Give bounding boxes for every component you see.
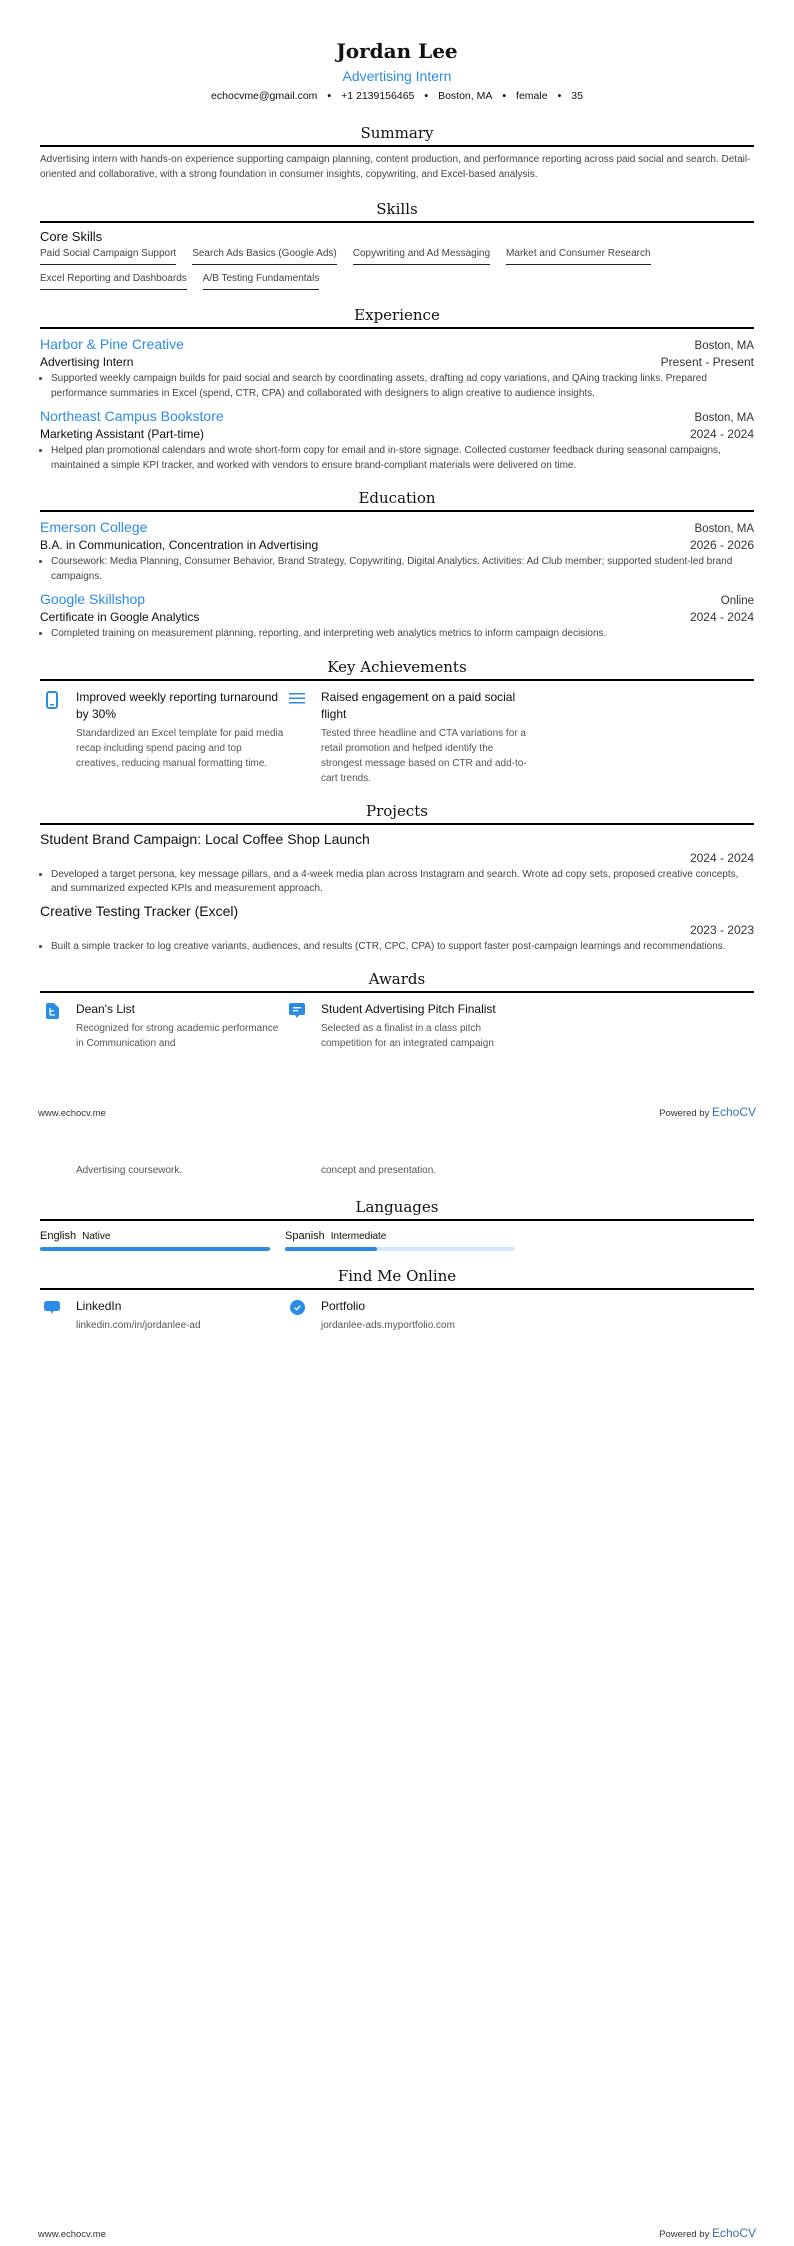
- education-dates: 2024 - 2024: [689, 610, 754, 624]
- award-desc: Advertising coursework.: [76, 1165, 183, 1176]
- projects-heading: Projects: [40, 802, 754, 825]
- language-progress-fill: [285, 1247, 377, 1251]
- separator-dot: •: [327, 90, 332, 102]
- candidate-role: Advertising Intern: [342, 68, 452, 84]
- award-desc: Selected as a finalist in a class pitch competition for an integrated campaign: [321, 1023, 494, 1049]
- language-level: Native: [82, 1231, 111, 1242]
- skill-category: Core Skills: [40, 229, 103, 244]
- speech-bubble-icon: [40, 1298, 64, 1333]
- job-bullet: • Helped plan promotional calendars and wrote short-form copy for email and in-store signage. Collected customer feedback during seasonal campaigns, maintained a simple KPI tracker, and worked with vendors to ensure brand-compliant materials were delivered on time.: [51, 444, 754, 473]
- achievements-grid: [40, 689, 754, 786]
- skill-tag: Market and Consumer Research: [506, 248, 651, 265]
- document-icon: [40, 1001, 64, 1051]
- project-title: Student Brand Campaign: Local Coffee Shop Launch: [40, 830, 370, 847]
- separator-dot: •: [557, 90, 562, 102]
- skill-tag: A/B Testing Fundamentals: [203, 273, 320, 290]
- award-card: [285, 1001, 530, 1051]
- job-dates: 2024 - 2024: [689, 427, 754, 441]
- resume-header: [40, 0, 754, 102]
- summary-text: Advertising intern with hands-on experience supporting campaign planning, content production, and performance reporting across paid social and search. Detail-oriented and collaborative, with a strong foundation in consumer insights, copywriting, and Excel-based analysis.: [40, 154, 751, 180]
- achievement-desc: Standardized an Excel template for paid media recap including spend pacing and top creatives, reducing manual formatting time.: [76, 727, 284, 769]
- award-title: Dean's List: [76, 1002, 135, 1016]
- language-level: Intermediate: [330, 1231, 387, 1242]
- footer-powered-label: Powered by: [659, 2229, 710, 2240]
- online-link-card[interactable]: [285, 1298, 530, 1333]
- skills-list: [40, 248, 754, 294]
- education-entry: [40, 519, 754, 584]
- achievement-title: Raised engagement on a paid social flight: [321, 689, 516, 721]
- school-name: Google Skillshop: [40, 591, 146, 607]
- online-link-card[interactable]: [40, 1298, 285, 1333]
- award-card-continued: [285, 1160, 530, 1178]
- contact-line: [40, 90, 754, 102]
- job-location: Boston, MA: [694, 340, 754, 352]
- language-item: [40, 1226, 270, 1251]
- language-progress-fill: [40, 1247, 270, 1251]
- degree: Certificate in Google Analytics: [40, 610, 200, 624]
- resume-page-2: [0, 1160, 794, 1333]
- experience-entry: [40, 408, 754, 473]
- footer-powered-label: Powered by: [659, 1108, 710, 1119]
- online-label: Portfolio: [321, 1299, 366, 1313]
- language-progress-bar: [40, 1247, 270, 1251]
- project-dates: 2024 - 2024: [689, 850, 754, 865]
- phone-icon: [40, 689, 64, 786]
- skill-tag: Paid Social Campaign Support: [40, 248, 176, 265]
- chat-bubble-icon: [285, 1001, 309, 1051]
- skills-heading: Skills: [40, 200, 754, 223]
- company-name: Harbor & Pine Creative: [40, 336, 184, 352]
- project-entry: [40, 831, 754, 897]
- footer-site-link[interactable]: www.echocv.me: [38, 2229, 106, 2240]
- project-dates: 2023 - 2023: [689, 922, 754, 937]
- online-label: LinkedIn: [76, 1299, 122, 1313]
- experience-heading: Experience: [40, 306, 754, 329]
- candidate-name: Jordan Lee: [336, 39, 458, 63]
- language-name: Spanish: [285, 1230, 325, 1242]
- online-grid: [40, 1298, 754, 1333]
- languages-list: [40, 1226, 754, 1251]
- skill-tag: Excel Reporting and Dashboards: [40, 273, 187, 290]
- spacer: [40, 1160, 64, 1178]
- language-name: English: [40, 1230, 77, 1242]
- job-dates: Present - Present: [660, 355, 754, 369]
- online-url[interactable]: jordanlee-ads.myportfolio.com: [321, 1320, 455, 1331]
- school-location: Boston, MA: [694, 523, 754, 535]
- award-desc: concept and presentation.: [321, 1165, 437, 1176]
- degree: B.A. in Communication, Concentration in Advertising: [40, 538, 319, 552]
- spacer: [285, 1160, 309, 1178]
- experience-entry: [40, 336, 754, 401]
- award-desc: Recognized for strong academic performance in Communication and: [76, 1023, 279, 1049]
- job-location: Boston, MA: [694, 412, 754, 424]
- awards-continued: [40, 1160, 754, 1178]
- achievement-desc: Tested three headline and CTA variations for a retail promotion and helped identify the strongest message based on CTR and add-to-cart trends.: [321, 727, 527, 784]
- education-entry: [40, 591, 754, 642]
- education-heading: Education: [40, 489, 754, 512]
- achievements-heading: Key Achievements: [40, 658, 754, 681]
- awards-heading: Awards: [40, 970, 754, 993]
- job-title: Advertising Intern: [40, 355, 134, 369]
- achievement-title: Improved weekly reporting turnaround by 30%: [76, 689, 279, 721]
- school-name: Emerson College: [40, 519, 148, 535]
- job-title: Marketing Assistant (Part-time): [40, 427, 205, 441]
- separator-dot: •: [424, 90, 429, 102]
- check-circle-icon: [285, 1298, 309, 1333]
- footer-brand[interactable]: EchoCV: [711, 1105, 756, 1119]
- contact-gender: female: [516, 90, 548, 102]
- online-url[interactable]: linkedin.com/in/jordanlee-ad: [76, 1320, 201, 1331]
- skill-tag: Search Ads Basics (Google Ads): [192, 248, 337, 265]
- project-bullet: • Built a simple tracker to log creative variants, audiences, and results (CTR, CPC, CPA) to support faster post-campaign learnings and recommendations.: [51, 940, 754, 955]
- contact-phone[interactable]: +1 2139156465: [341, 90, 415, 102]
- education-bullet: • Completed training on measurement planning, reporting, and interpreting web analytics metrics to inform campaign decisions.: [51, 627, 754, 642]
- contact-location: Boston, MA: [438, 90, 493, 102]
- languages-heading: Languages: [40, 1198, 754, 1221]
- summary-heading: Summary: [40, 124, 754, 147]
- menu-lines-icon: [285, 689, 309, 786]
- contact-email[interactable]: echocvme@gmail.com: [211, 90, 318, 102]
- awards-grid: [40, 1001, 754, 1051]
- project-title: Creative Testing Tracker (Excel): [40, 902, 239, 919]
- separator-dot: •: [502, 90, 507, 102]
- education-dates: 2026 - 2026: [689, 538, 754, 552]
- contact-age: 35: [571, 90, 583, 102]
- resume-page-1: [0, 0, 794, 1051]
- education-bullet: • Coursework: Media Planning, Consumer Behavior, Brand Strategy, Copywriting, Digital Analytics. Activities: Ad Club member; supported student-led brand campaigns.: [51, 555, 754, 584]
- award-title: Student Advertising Pitch Finalist: [321, 1002, 496, 1016]
- company-name: Northeast Campus Bookstore: [40, 408, 224, 424]
- award-card-continued: [40, 1160, 285, 1178]
- project-entry: [40, 903, 754, 955]
- award-card: [40, 1001, 285, 1051]
- language-progress-bar: [285, 1247, 515, 1251]
- footer-brand[interactable]: EchoCV: [711, 2226, 756, 2240]
- page-footer: [0, 2226, 794, 2240]
- skill-tag: Copywriting and Ad Messaging: [353, 248, 490, 265]
- job-bullet: • Supported weekly campaign builds for paid social and search by coordinating assets, drafting ad copy variations, and QAing tracking links. Prepared performance summaries in Excel (spend, CTR, CPA) and collaborated with designers to align creative to audience insights.: [51, 372, 754, 401]
- project-bullet: • Developed a target persona, key message pillars, and a 4-week media plan across Instagram and search. Wrote ad copy sets, proposed creative concepts, and summarized expected KPIs and measurement approach.: [51, 868, 754, 897]
- school-location: Online: [720, 595, 754, 607]
- online-heading: Find Me Online: [40, 1267, 754, 1290]
- language-item: [285, 1226, 515, 1251]
- page-footer: [0, 1105, 794, 1119]
- achievement-card: [285, 689, 530, 786]
- achievement-card: [40, 689, 285, 786]
- footer-site-link[interactable]: www.echocv.me: [38, 1108, 106, 1119]
